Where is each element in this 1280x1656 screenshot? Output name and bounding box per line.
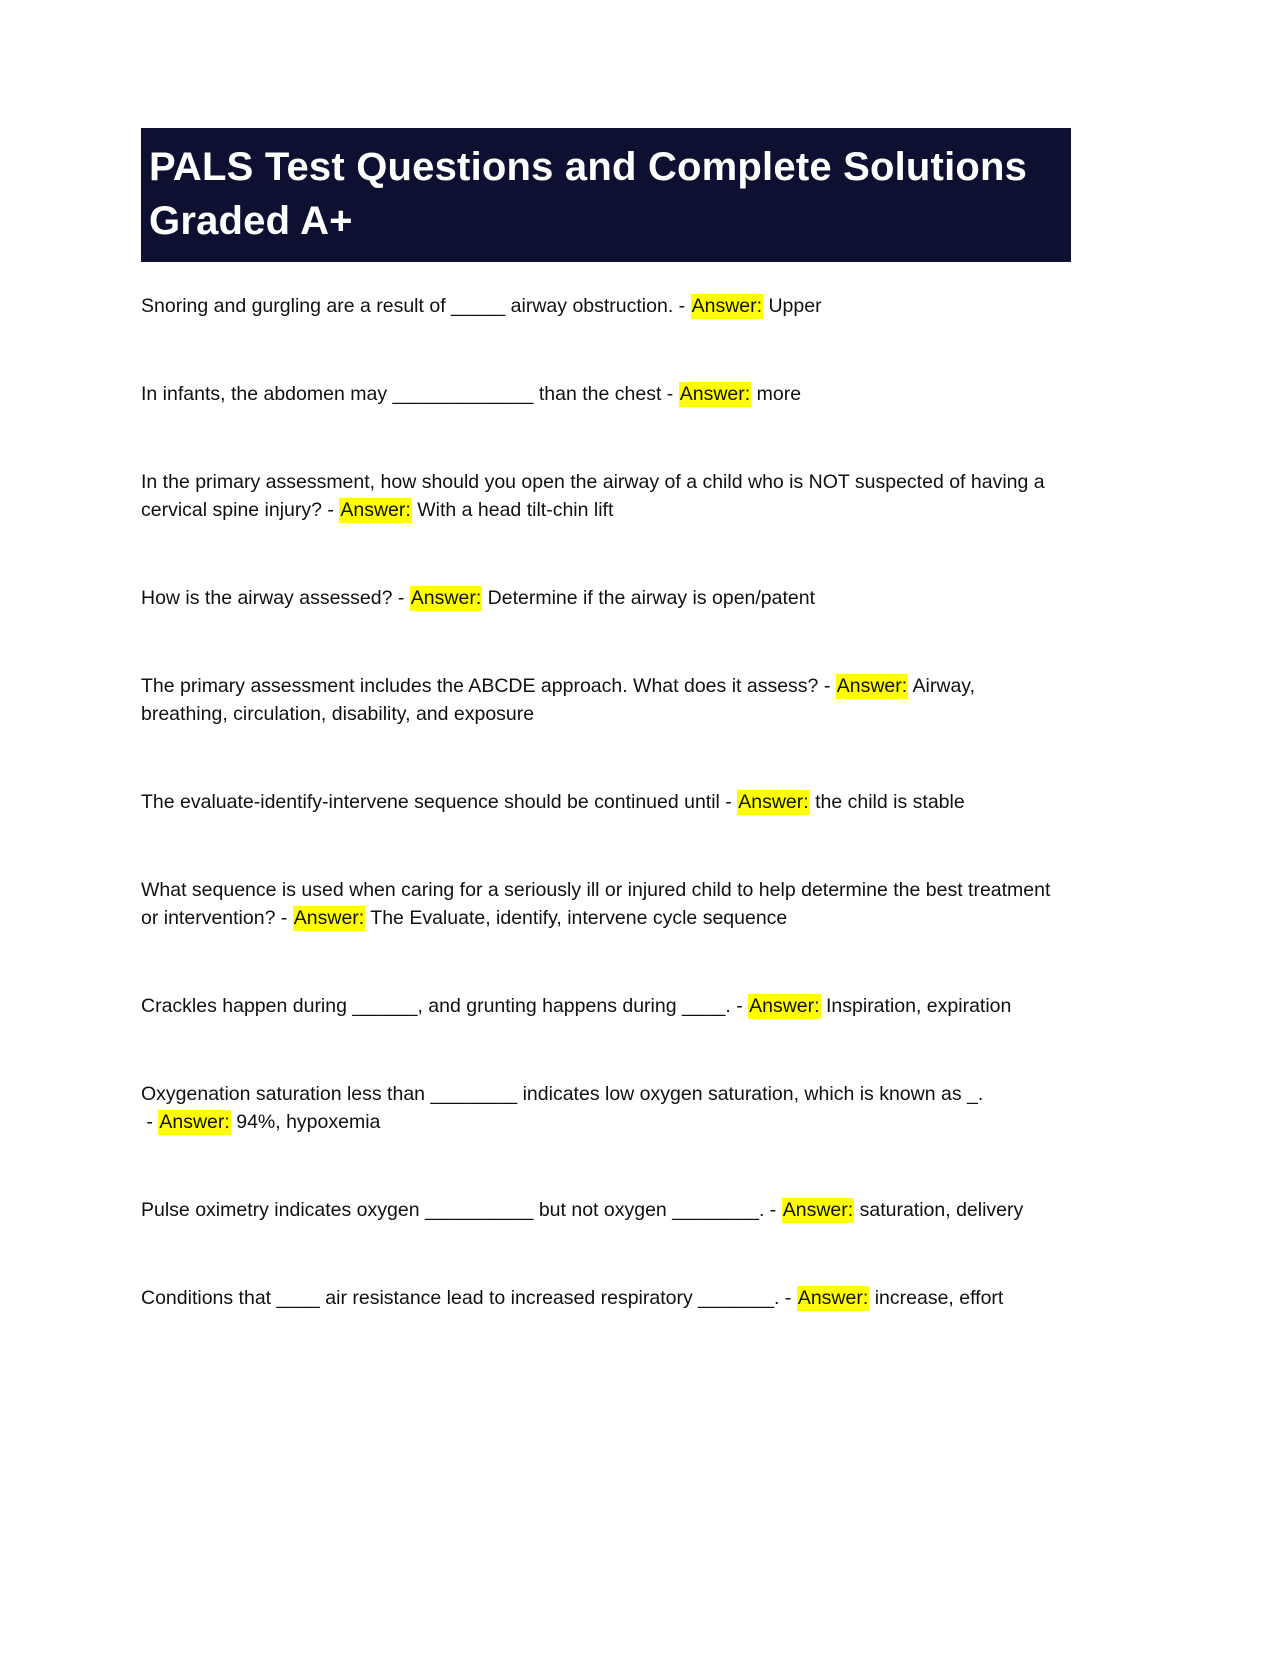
document-content [141, 128, 1071, 1312]
separator: - [673, 295, 691, 317]
qa-item [141, 788, 1066, 816]
separator: - [661, 383, 679, 405]
question-answer-list [141, 292, 1071, 1312]
page-title: PALS Test Questions and Complete Solutions Graded A+ [141, 128, 1071, 262]
question-text: Snoring and gurgling are a result of _____ airway obstruction. [141, 295, 674, 317]
answer-text: Inspiration, expiration [826, 995, 1012, 1017]
question-text: In infants, the abdomen may _____________ than the chest [141, 383, 662, 405]
answer-text: 94%, hypoxemia [236, 1111, 381, 1133]
qa-item [141, 584, 1066, 612]
answer-label: Answer: [797, 1287, 869, 1309]
qa-item [141, 672, 1066, 728]
question-text: What sequence is used when caring for a seriously ill or injured child to help determine the best treatment or intervention? [141, 879, 1051, 929]
answer-label: Answer: [679, 383, 751, 405]
answer-text: Determine if the airway is open/patent [487, 587, 816, 609]
answer-text: Airway, breathing, circulation, disability, and exposure [141, 675, 976, 725]
answer-text: Upper [768, 295, 822, 317]
qa-item [141, 992, 1066, 1020]
qa-item [141, 876, 1066, 932]
question-text: Crackles happen during ______, and grunting happens during ____. [141, 995, 731, 1017]
separator: - [322, 499, 340, 521]
question-text: How is the airway assessed? [141, 587, 393, 609]
qa-item [141, 1284, 1066, 1312]
separator: - [730, 995, 749, 1017]
question-text: Conditions that ____ air resistance lead to increased respiratory _______. [141, 1287, 780, 1309]
separator: - [818, 675, 836, 697]
answer-label: Answer: [340, 499, 411, 521]
question-text: In the primary assessment, how should you open the airway of a child who is NOT suspected of having a cervical spine injury? [141, 471, 1045, 521]
answer-label: Answer: [691, 295, 763, 317]
answer-text: With a head tilt-chin lift [417, 499, 614, 521]
answer-text: more [756, 383, 802, 405]
qa-item [141, 292, 1066, 320]
answer-text: increase, effort [874, 1287, 1004, 1309]
separator: - [764, 1199, 782, 1221]
separator: - [141, 1111, 159, 1133]
answer-text: the child is stable [815, 791, 965, 813]
separator: - [392, 587, 410, 609]
answer-label: Answer: [410, 587, 482, 609]
qa-item [141, 380, 1066, 408]
separator: - [719, 791, 738, 813]
qa-item [141, 1080, 1066, 1136]
question-text: The primary assessment includes the ABCDE approach. What does it assess? [141, 675, 819, 697]
answer-label: Answer: [749, 995, 820, 1017]
answer-label: Answer: [836, 675, 908, 697]
separator: - [275, 907, 293, 929]
question-text: The evaluate-identify-intervene sequence should be continued until [141, 791, 720, 813]
answer-text: The Evaluate, identify, intervene cycle sequence [370, 907, 788, 929]
answer-label: Answer: [159, 1111, 230, 1133]
question-text: Pulse oximetry indicates oxygen __________ but not oxygen ________. [141, 1199, 765, 1221]
qa-item [141, 468, 1066, 524]
separator: - [779, 1287, 797, 1309]
question-text: Oxygenation saturation less than ________ indicates low oxygen saturation, which is known as _. [141, 1083, 984, 1105]
answer-label: Answer: [738, 791, 809, 813]
answer-label: Answer: [782, 1199, 854, 1221]
answer-text: saturation, delivery [859, 1199, 1024, 1221]
qa-item [141, 1196, 1066, 1224]
answer-label: Answer: [293, 907, 365, 929]
